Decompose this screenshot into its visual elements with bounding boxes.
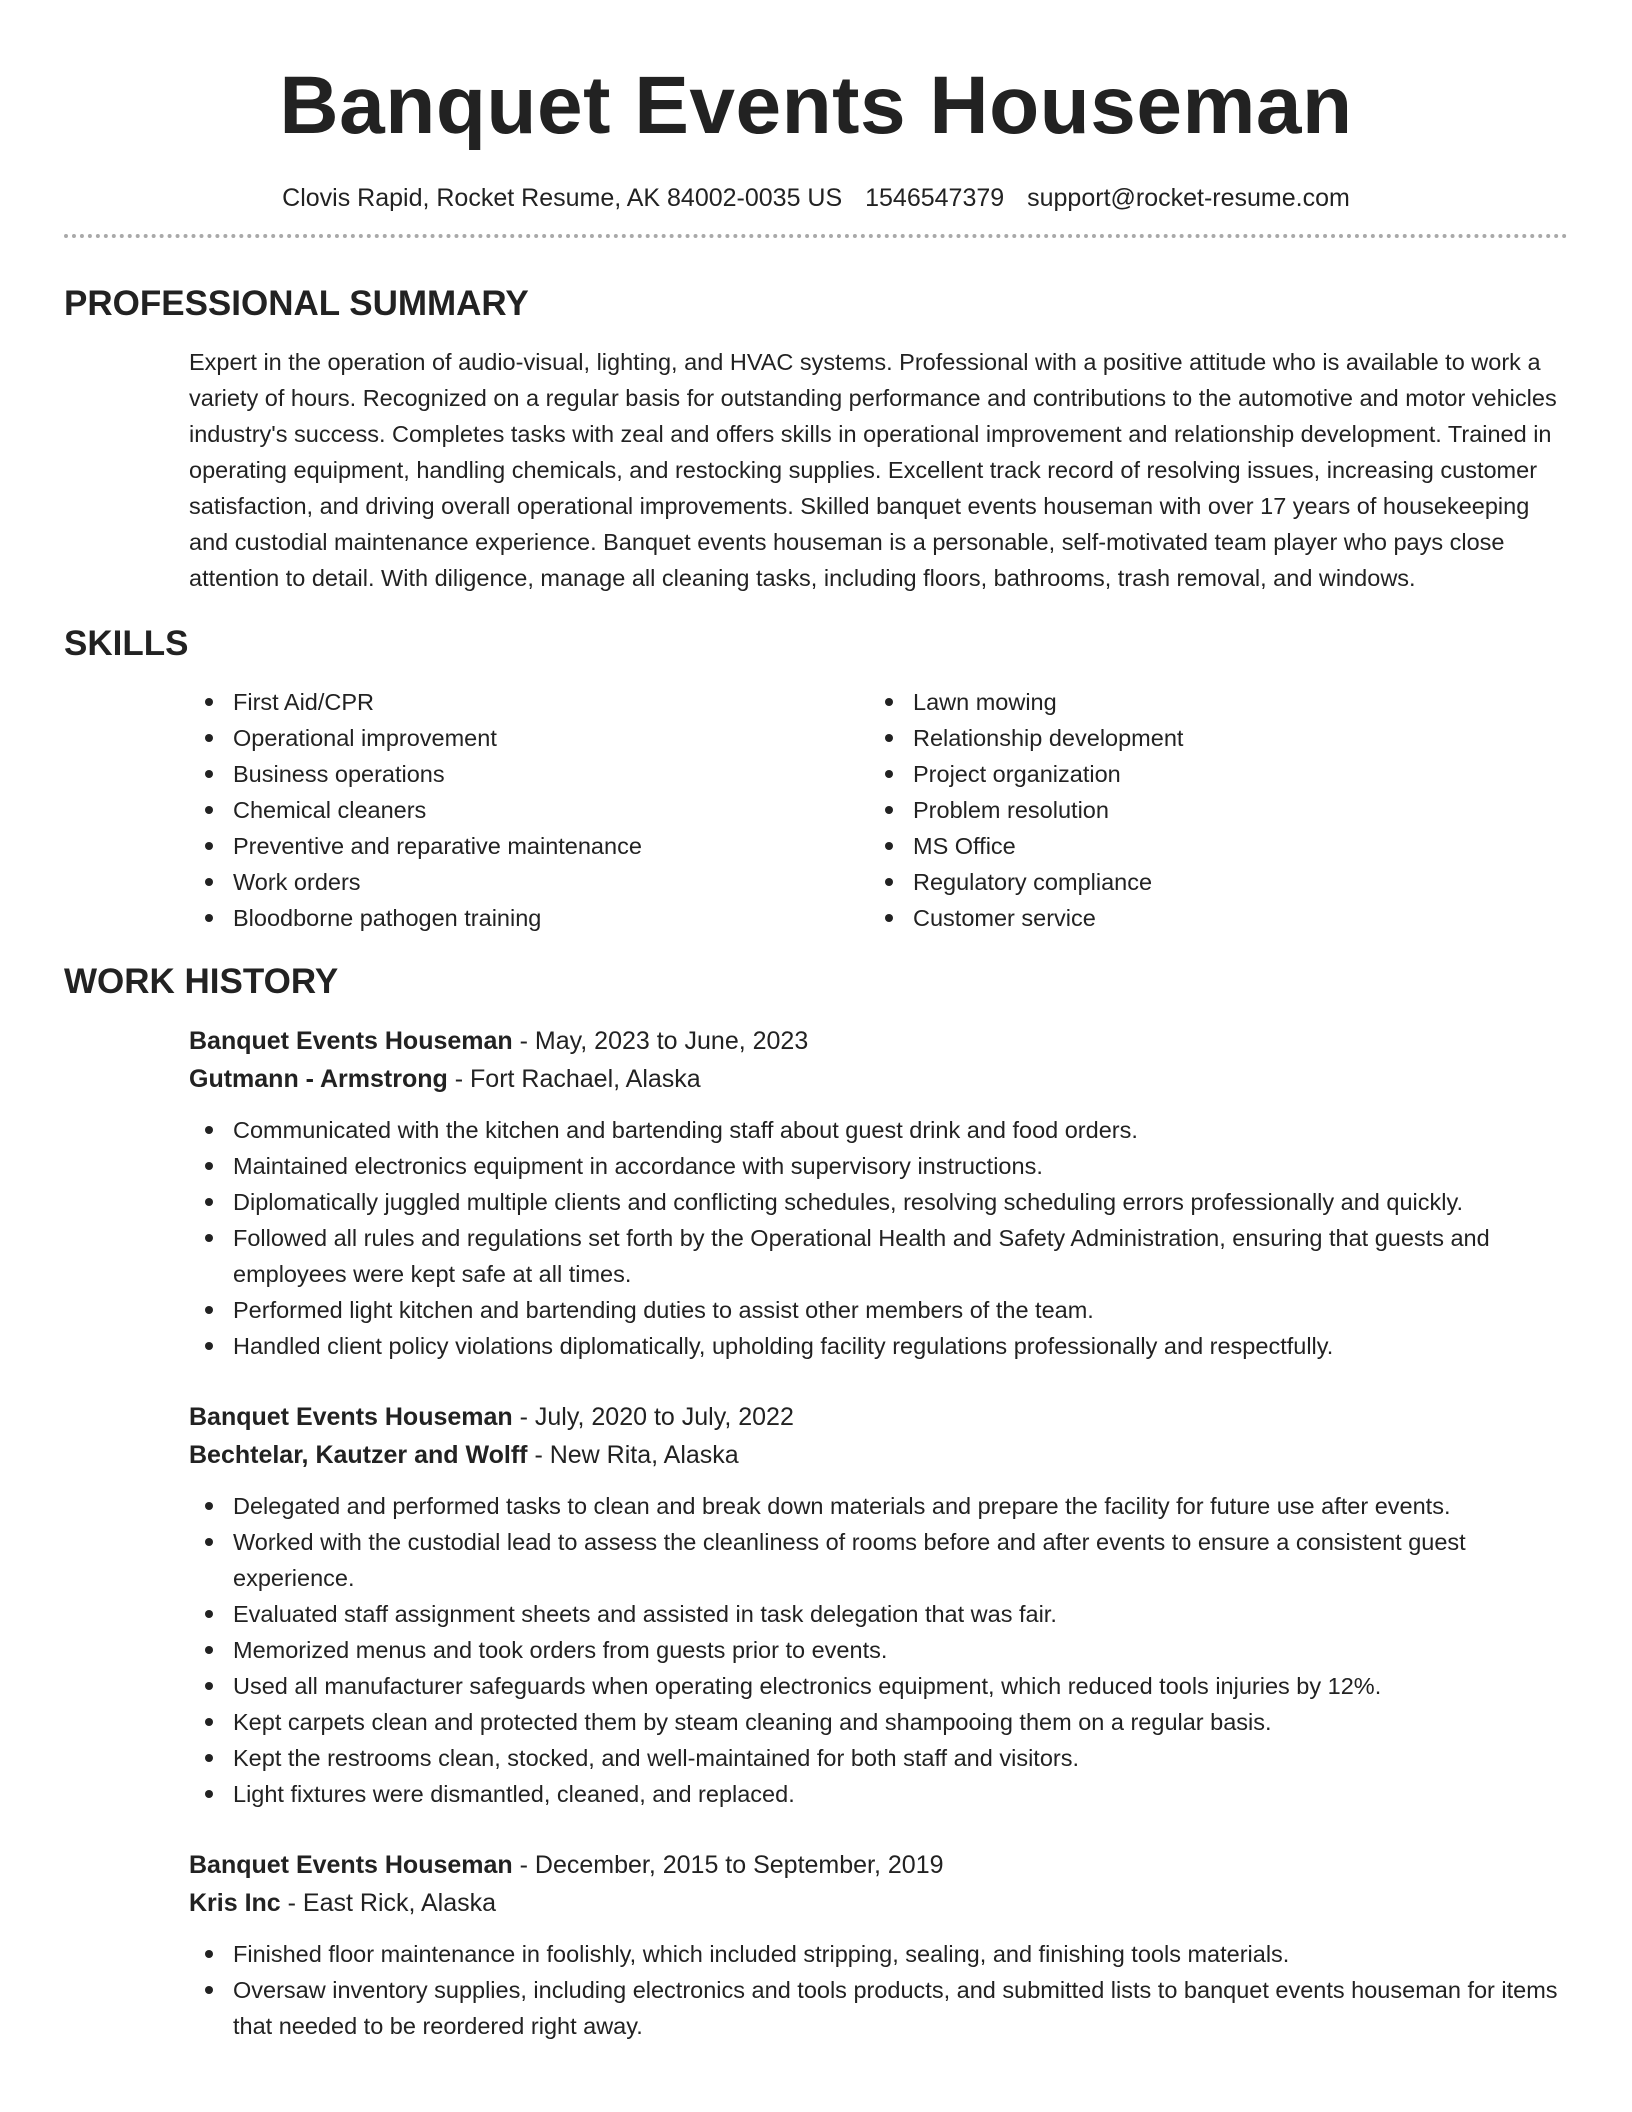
job-bullet: Diplomatically juggled multiple clients and conflicting schedules, resolving scheduling errors professionally and quickly. [189, 1184, 1568, 1220]
skill-item: Customer service [869, 900, 1549, 936]
skill-item: Chemical cleaners [189, 792, 869, 828]
job-dates: - December, 2015 to September, 2019 [512, 1851, 944, 1879]
contact-phone: 1546547379 [865, 184, 1005, 212]
job-location: - Fort Rachael, Alaska [447, 1065, 701, 1093]
job-entry [189, 1846, 1568, 2044]
job-entry [189, 1022, 1568, 1364]
job-bullet: Light fixtures were dismantled, cleaned, and replaced. [189, 1776, 1568, 1812]
job-role: Banquet Events Houseman [189, 1851, 513, 1879]
job-bullet: Finished floor maintenance in foolishly, which included stripping, sealing, and finishing tools materials. [189, 1936, 1568, 1972]
skill-item: Preventive and reparative maintenance [189, 828, 869, 864]
job-company-line [189, 1060, 1568, 1098]
section-title-summary: PROFESSIONAL SUMMARY [64, 284, 529, 323]
section-title-work-history: WORK HISTORY [64, 962, 339, 1001]
job-bullets [189, 1112, 1568, 1364]
job-bullet: Delegated and performed tasks to clean and break down materials and prepare the facility for future use after events. [189, 1488, 1568, 1524]
job-dates: - May, 2023 to June, 2023 [512, 1027, 809, 1055]
job-location: - East Rick, Alaska [280, 1889, 497, 1917]
skill-item: Regulatory compliance [869, 864, 1549, 900]
job-dates: - July, 2020 to July, 2022 [512, 1403, 794, 1431]
job-company: Bechtelar, Kautzer and Wolff [189, 1441, 528, 1469]
skill-item: Business operations [189, 756, 869, 792]
job-bullet: Used all manufacturer safeguards when operating electronics equipment, which reduced tools injuries by 12%. [189, 1668, 1568, 1704]
skill-item: Problem resolution [869, 792, 1549, 828]
job-bullet: Worked with the custodial lead to assess the cleanliness of rooms before and after events to ensure a consistent guest experience. [189, 1524, 1568, 1596]
job-title-line [189, 1846, 1568, 1884]
contact-address: Clovis Rapid, Rocket Resume, AK 84002-0035 US [282, 184, 843, 212]
section-title-skills: SKILLS [64, 624, 189, 663]
job-company: Gutmann - Armstrong [189, 1065, 448, 1093]
job-location: - New Rita, Alaska [527, 1441, 739, 1469]
summary-text: Expert in the operation of audio-visual, lighting, and HVAC systems. Professional with a positive attitude who is available to work a variety of hours. Recognized on a regular basis for outstanding performance and contributions to the automotive and motor vehicles industry's success. Completes tasks with zeal and offers skills in operational improvement and relationship development. Trained in operating equipment, handling chemicals, and restocking supplies. Excellent track record of resolving issues, increasing customer satisfaction, and driving overall operational improvements. Skilled banquet events houseman with over 17 years of housekeeping and custodial maintenance experience. Banquet events houseman is a personable, self-motivated team player who pays close attention to detail. With diligence, manage all cleaning tasks, including floors, bathrooms, trash removal, and windows. [189, 349, 1557, 591]
skill-item: First Aid/CPR [189, 684, 869, 720]
contact-line [64, 182, 1568, 214]
skill-item: MS Office [869, 828, 1549, 864]
skill-item: Bloodborne pathogen training [189, 900, 869, 936]
job-bullet: Oversaw inventory supplies, including electronics and tools products, and submitted lists to banquet events houseman for items that needed to be reordered right away. [189, 1972, 1568, 2044]
skills-column-left [189, 684, 869, 936]
header-divider [64, 234, 1568, 238]
resume-page [64, 0, 1568, 2044]
job-bullet: Handled client policy violations diplomatically, upholding facility regulations professionally and respectfully. [189, 1328, 1568, 1364]
job-title-line [189, 1398, 1568, 1436]
skill-item: Lawn mowing [869, 684, 1549, 720]
job-role: Banquet Events Houseman [189, 1027, 513, 1055]
candidate-name: Banquet Events Houseman [279, 60, 1353, 151]
job-bullet: Performed light kitchen and bartending duties to assist other members of the team. [189, 1292, 1568, 1328]
job-role: Banquet Events Houseman [189, 1403, 513, 1431]
skill-item: Project organization [869, 756, 1549, 792]
job-title-line [189, 1022, 1568, 1060]
job-bullet: Communicated with the kitchen and bartending staff about guest drink and food orders. [189, 1112, 1568, 1148]
job-bullet: Memorized menus and took orders from guests prior to events. [189, 1632, 1568, 1668]
job-bullet: Followed all rules and regulations set forth by the Operational Health and Safety Administration, ensuring that guests and employees were kept safe at all times. [189, 1220, 1568, 1292]
job-bullet: Maintained electronics equipment in accordance with supervisory instructions. [189, 1148, 1568, 1184]
job-bullet: Evaluated staff assignment sheets and assisted in task delegation that was fair. [189, 1596, 1568, 1632]
skill-item: Relationship development [869, 720, 1549, 756]
job-entry [189, 1398, 1568, 1812]
job-bullet: Kept the restrooms clean, stocked, and well-maintained for both staff and visitors. [189, 1740, 1568, 1776]
skills-grid [189, 684, 1568, 936]
contact-email: support@rocket-resume.com [1027, 184, 1350, 212]
job-bullets [189, 1488, 1568, 1812]
job-bullet: Kept carpets clean and protected them by steam cleaning and shampooing them on a regular basis. [189, 1704, 1568, 1740]
skill-item: Operational improvement [189, 720, 869, 756]
job-bullets [189, 1936, 1568, 2044]
skill-item: Work orders [189, 864, 869, 900]
job-company-line [189, 1436, 1568, 1474]
job-company-line [189, 1884, 1568, 1922]
skills-column-right [869, 684, 1549, 936]
job-company: Kris Inc [189, 1889, 281, 1917]
